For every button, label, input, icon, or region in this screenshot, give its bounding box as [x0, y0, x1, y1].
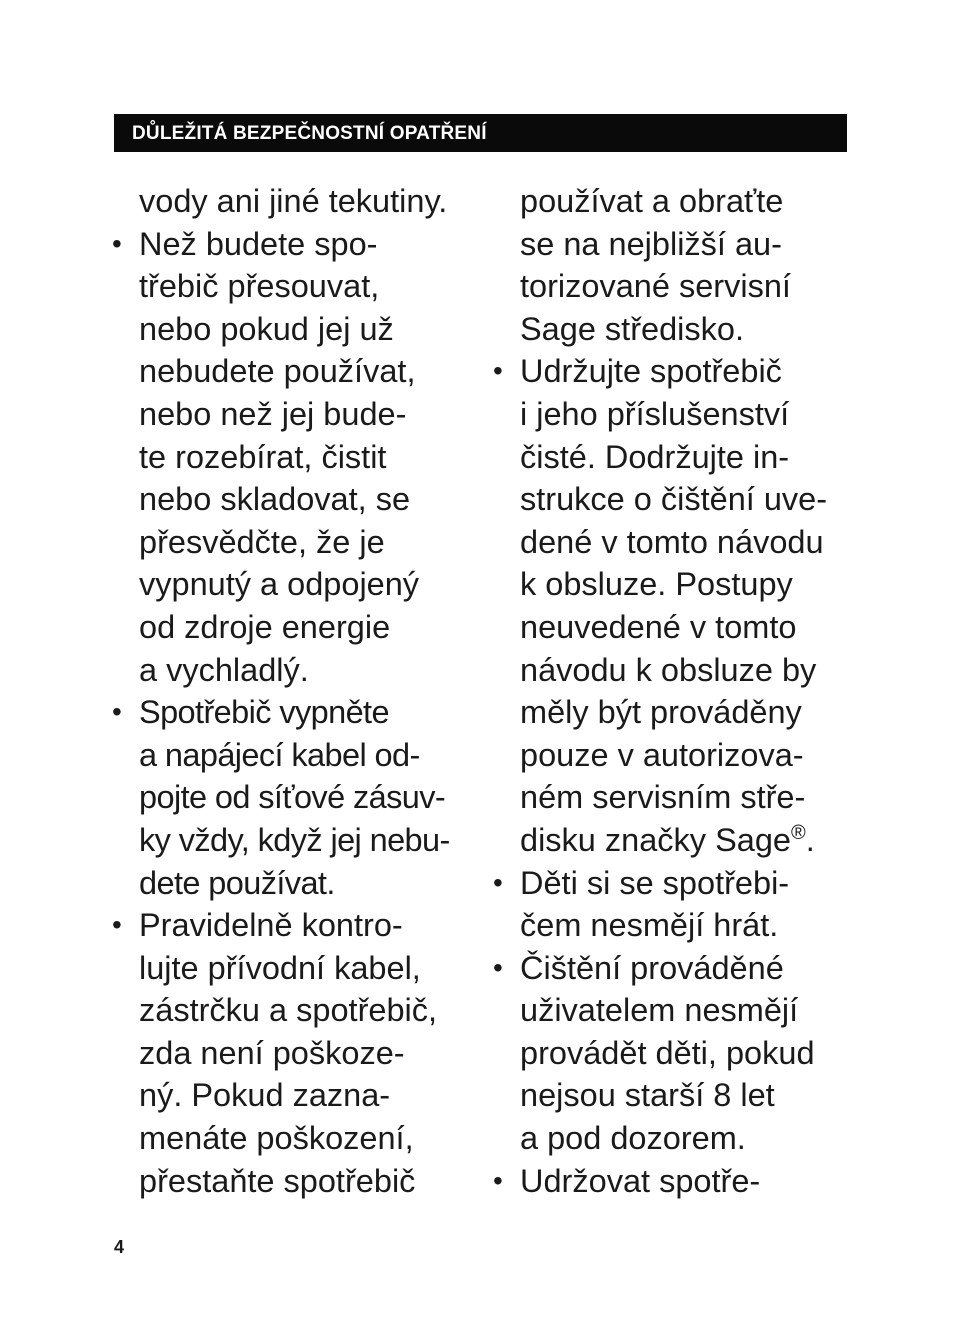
text-line: menáte poškození,: [139, 1120, 414, 1157]
text-line: pojte od síťové zásuv-: [139, 779, 446, 816]
right-column: [489, 180, 827, 1202]
text-line: nebo pokud jej už: [139, 310, 394, 347]
text-line: nejsou starší 8 let: [520, 1077, 775, 1114]
text-line: te rozebírat, čistit: [139, 438, 387, 475]
bullet-icon: •: [112, 227, 122, 259]
bullet-icon: •: [493, 1164, 503, 1196]
text-line: měly být prováděny: [520, 694, 802, 731]
bullet-icon: •: [112, 909, 122, 941]
bullet-icon: •: [493, 866, 503, 898]
bullet-item-keep-appliance: [489, 1160, 827, 1203]
continuation-line: vody ani jiné tekutiny.: [139, 183, 448, 219]
text-line: nebudete používat,: [139, 353, 416, 390]
text-line: k obsluze. Postupy: [520, 566, 793, 603]
bullet-icon: •: [493, 355, 503, 387]
text-line: a vychladlý.: [139, 651, 309, 688]
text-line: třebič přesouvat,: [139, 268, 380, 305]
text-line: pouze v autorizova-: [520, 736, 804, 773]
text-line: čem nesmějí hrát.: [520, 907, 779, 944]
bullet-item-children-no-play: [489, 862, 827, 947]
text-line: zda není poškoze-: [139, 1034, 405, 1071]
text-line: • Spotřebič vypněte: [108, 691, 450, 734]
text-line: nebo než jej bude-: [139, 395, 407, 432]
section-header: [114, 114, 847, 152]
text-line: • Udržovat spotře-: [489, 1160, 827, 1203]
text-line: uživatelem nesmějí: [520, 992, 799, 1029]
text-line: čisté. Dodržujte in-: [520, 438, 790, 475]
bullet-item-children-cleaning: [489, 947, 827, 1160]
continuation-line: torizované servisní: [520, 268, 791, 305]
bullet-item-unplug-before-moving: [108, 223, 450, 692]
text-line: zástrčku a spotřebič,: [139, 992, 438, 1029]
bullet-icon: •: [493, 951, 503, 983]
text-line: a pod dozorem.: [520, 1120, 746, 1157]
bullet-item-inspect-cable: [108, 904, 450, 1202]
continuation-line: Sage středisko.: [520, 310, 745, 347]
text-line: vypnutý a odpojený: [139, 566, 420, 603]
text-line: • Udržujte spotřebič: [489, 350, 827, 393]
text-line: • Čištění prováděné: [489, 947, 827, 990]
bullet-icon: •: [112, 696, 122, 728]
text-line: od zdroje energie: [139, 608, 391, 645]
text-line: disku značky Sage®.: [520, 821, 815, 858]
text-line: a napájecí kabel od-: [139, 736, 420, 773]
text-line: nebo skladovat, se: [139, 481, 411, 518]
text-line: ný. Pokud zazna-: [139, 1077, 391, 1114]
continuation-line: používat a obraťte: [520, 183, 784, 219]
bullet-item-switch-off-and-unplug: [108, 691, 450, 904]
text-line: přesvědčte, že je: [139, 523, 385, 560]
text-line: neuvedené v tomto: [520, 608, 797, 645]
left-column: [108, 180, 450, 1202]
text-line: provádět děti, pokud: [520, 1034, 815, 1071]
continuation-line: se na nejbližší au-: [520, 225, 782, 262]
text-line: návodu k obsluze by: [520, 651, 817, 688]
trademark-symbol: ®: [790, 821, 806, 844]
section-header-title: DŮLEŽITÁ BEZPEČNOSTNÍ OPATŘENÍ: [132, 123, 487, 144]
text-line: • Děti si se spotřebi-: [489, 862, 827, 905]
text-line: i jeho příslušenství: [520, 395, 790, 432]
text-line: • Než budete spo-: [108, 223, 450, 266]
text-line: přestaňte spotřebič: [139, 1162, 416, 1199]
text-line: • Pravidelně kontro-: [108, 904, 450, 947]
text-line: lujte přívodní kabel,: [139, 949, 421, 986]
text-line: ky vždy, když jej nebu-: [139, 821, 450, 858]
bullet-item-keep-clean: [489, 350, 827, 861]
text-line: dete používat.: [139, 864, 335, 901]
text-line: ném servisním stře-: [520, 779, 806, 816]
page-number: 4: [114, 1237, 125, 1257]
text-line: strukce o čištění uve-: [520, 481, 828, 518]
text-line: dené v tomto návodu: [520, 523, 824, 560]
